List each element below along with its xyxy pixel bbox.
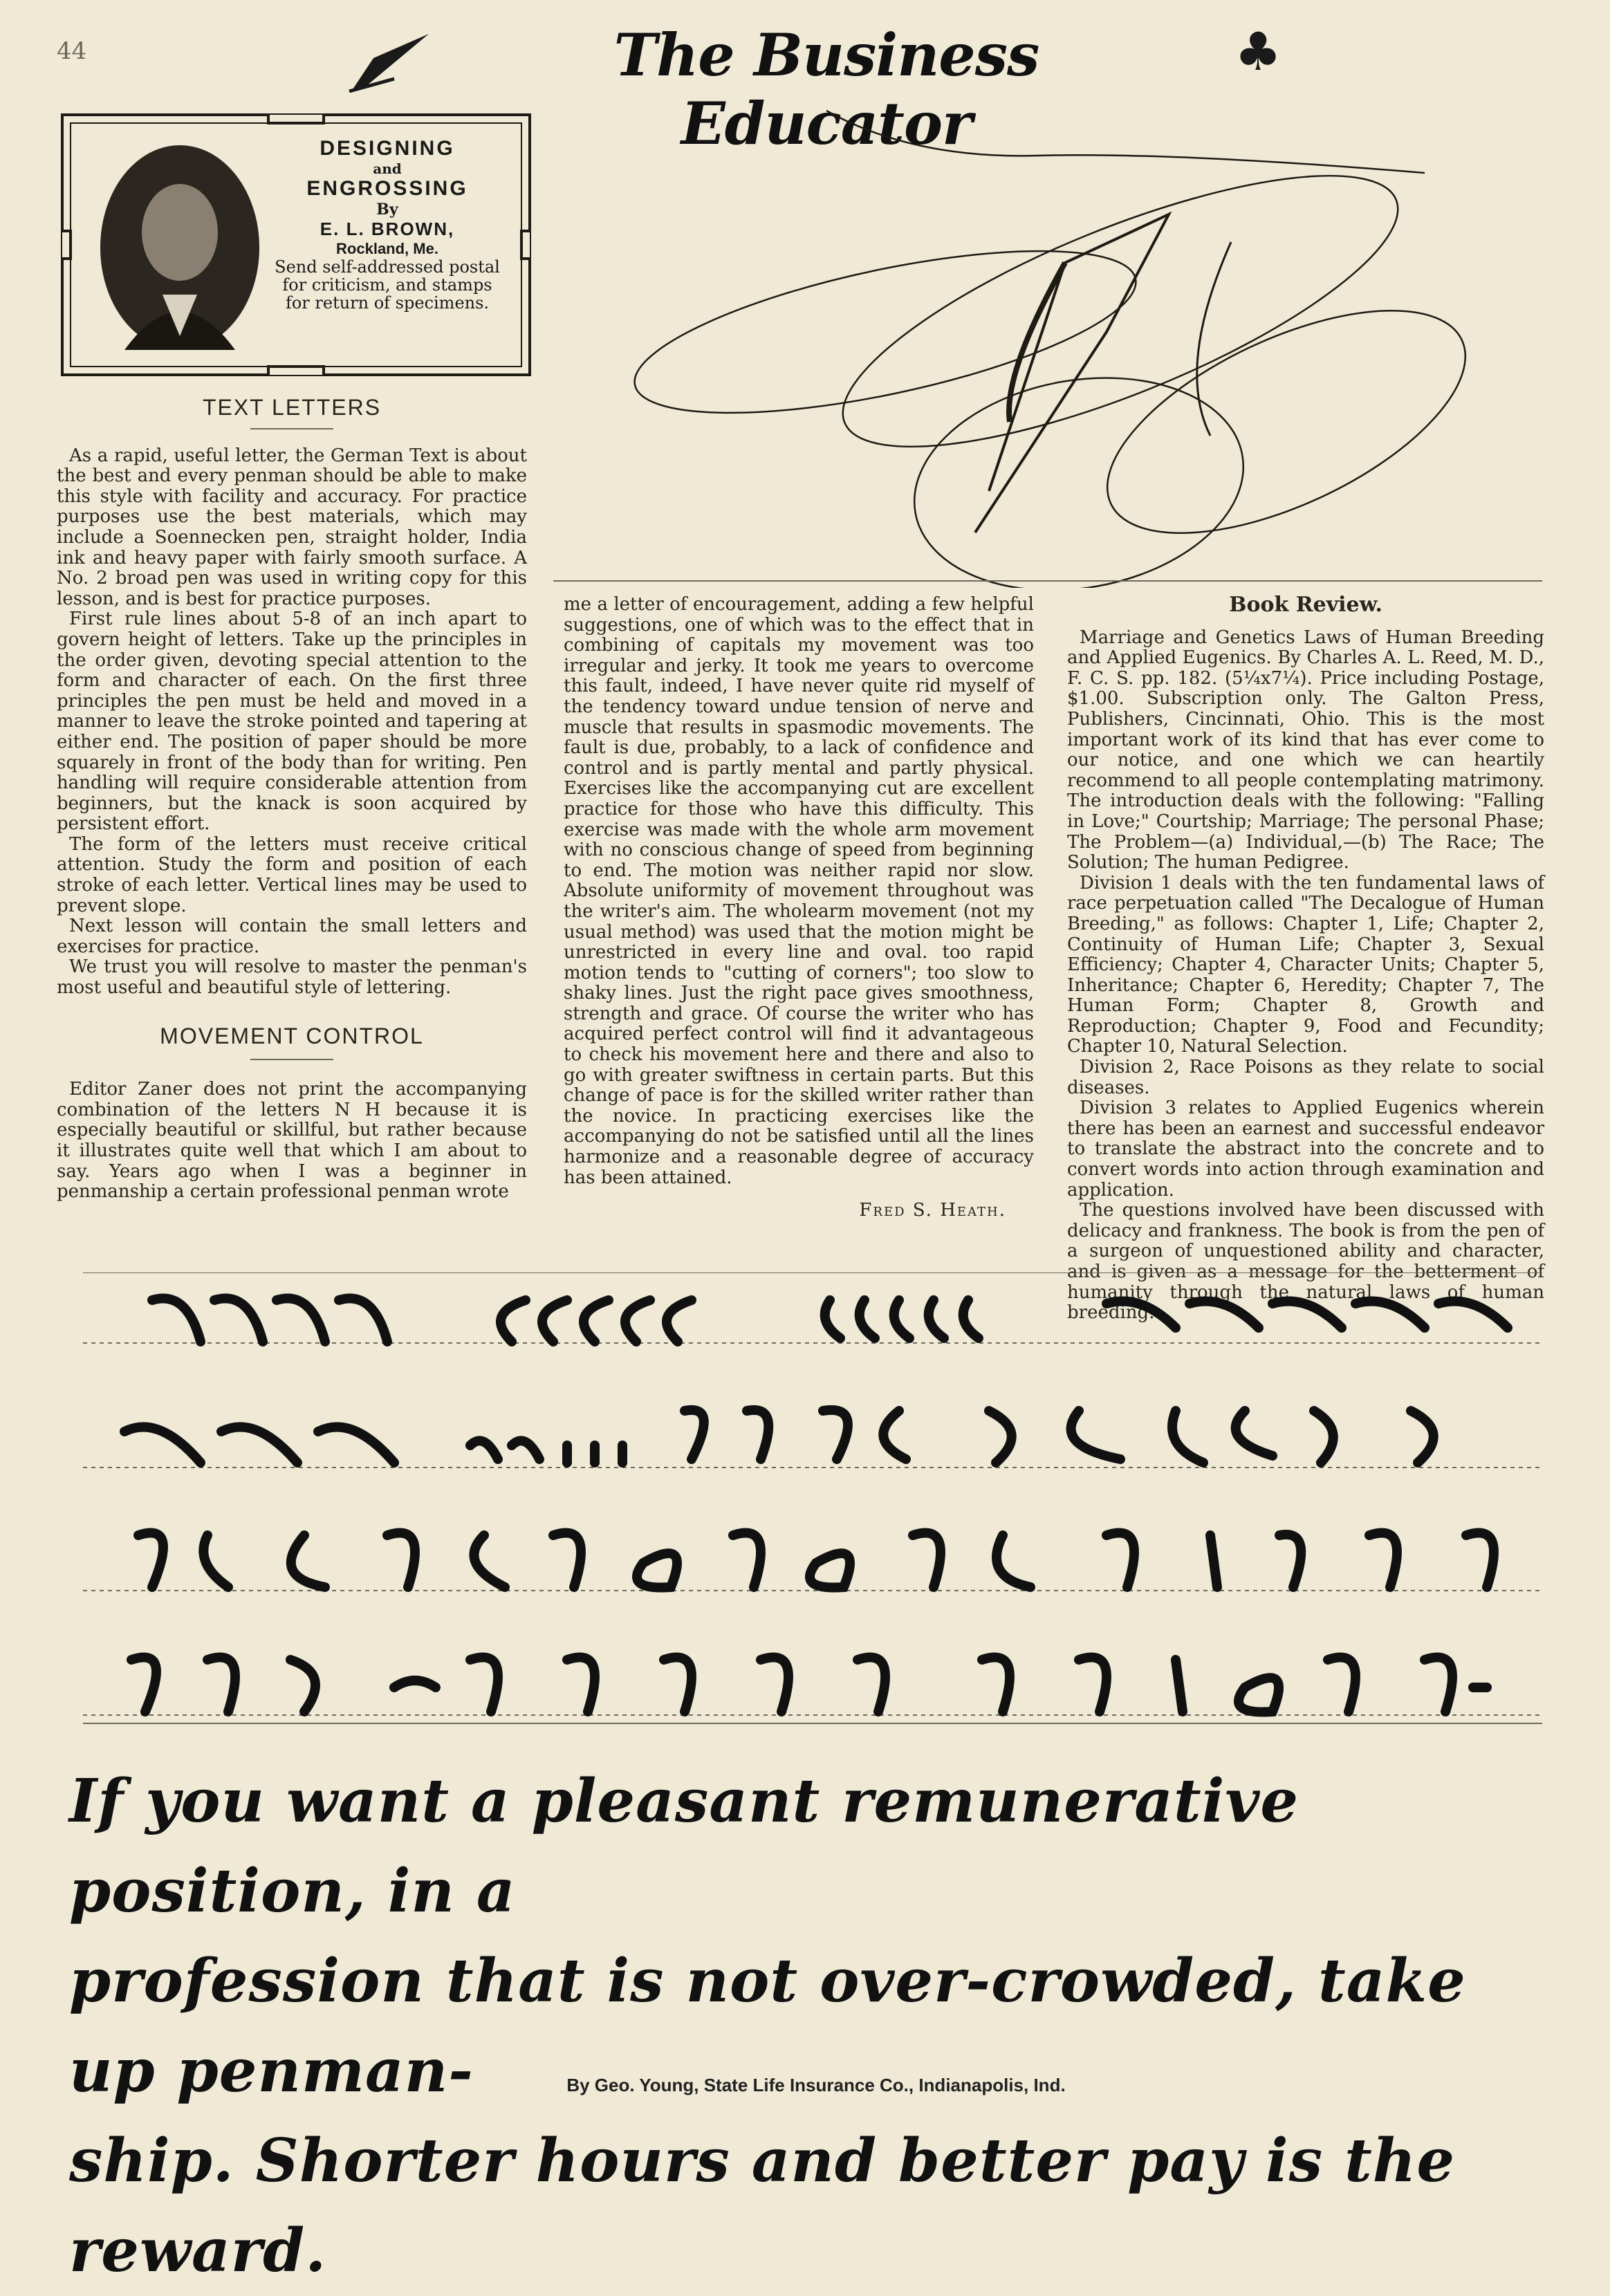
text-letters-heading: TEXT LETTERS [202, 395, 382, 420]
book-review-paragraph: Division 3 relates to Applied Eugenics wherein there has been an earnest and successful endeavor to translate the abstract into the concrete and to convert words into action through examination and application. [1067, 1098, 1544, 1201]
feature-box-text [270, 137, 505, 312]
page-number: 44 [57, 37, 87, 65]
text-letters-paragraph: First rule lines about 5-8 of an inch apart to govern height of letters. Take up the principles in the order given, devoting special attention to the form and character of each. On the first three principles the pen must be held and moved in a manner to leave the stroke pointed and tapering at either end. The position of paper should be more squarely in front of the body than for writing. Pen handling will require considerable attention from beginners, but the knack is soon acquired by persistent effort. [57, 609, 527, 835]
movement-exercise-illustration [553, 104, 1556, 588]
feature-author: E. L. BROWN, [320, 219, 455, 239]
article-signature: Fred S. Heath. [859, 1200, 1006, 1221]
book-review-paragraph: The questions involved have been discussed with delicacy and frankness. The book is from the pen of a surgeon of unquestioned ability and character, and is given as a message for the betterment of humanity through the natural laws of human breeding. [1067, 1200, 1544, 1324]
heading-rule [250, 1059, 333, 1060]
text-letters-paragraph: The form of the letters must receive critical attention. Study the form and position of each stroke of each letter. Vertical lines may be used to prevent slope. [57, 833, 527, 916]
feature-by: By [376, 201, 398, 219]
middle-column [564, 595, 1034, 1221]
feature-note: Send self-addressed postal for criticism, and stamps for return of specimens. [275, 257, 500, 313]
book-review-paragraph: Division 1 deals with the ten fundamental laws of race perpetuation called "The Decalogue of Human Breeding," as follows: Chapter 1, Life; Chapter 2, Continuity of Human Life; Chapter 3, Sexual Efficiency; Chapter 4, Character Units; Chapter 5, Inheritance; Chapter 6, Heredity; Chapter 7, The Human Form; Chapter 8, Growth and Reproduction; Chapter 9, Food and Fecundity; Chapter 10, Natural Selection. [1067, 872, 1544, 1057]
book-review-paragraph: Marriage and Genetics Laws of Human Breeding and Applied Eugenics. By Charles A. L. Reed, M. D., F. C. S. pp. 182. (5¼x7¼). Price including Postage, $1.00. Subscription only. The Galton Press, Publishers, Cincinnati, Ohio. This is the most important work of its kind that has ever come to our notice, and one which we can heartily recommend to all people contemplating matrimony. The introduction deals with the following: "Falling in Love;" Courtship; Marriage; The personal Phase; The Problem—(a) Individual,—(b) The Race; The Solution; The human Pedigree. [1067, 627, 1544, 873]
motto-credit: By Geo. Young, State Life Insurance Co., Indianapolis, Ind. [566, 2075, 1066, 2095]
text-letters-paragraph: Next lesson will contain the small letters and exercises for practice. [57, 916, 527, 957]
feature-location: Rockland, Me. [336, 240, 438, 257]
movement-control-paragraph-mid: me a letter of encouragement, adding a few helpful suggestions, one of which was to the effect that in combining of capitals my movement was too irregular and jerky. It took me years to overcome this fault, indeed, I have never quite rid myself of the tendency toward undue tension of nerve and muscle that results in spasmodic movements. The fault is due, probably, to a lack of confidence and control and is partly mental and partly physical. Exercises like the accompanying cut are excellent practice for those who have this difficulty. This exercise was made with the whole arm movement with no conscious change of speed from beginning to end. The motion was neither rapid nor slow. Absolute uniformity of movement throughout was the writer's aim. The wholearm movement (not my usual method) was used that the motion might be unrestricted in every line and oval. too rapid motion tends to "cutting of corners"; too slow to shaky lines. Just the right pace gives smoothness, strength and grace. Of course the writer who has acquired perfect control will find it advantageous to check his movement here and there and also to go with greater swiftness in certain parts. But this change of pace is for the skilled writer rather than the novice. In practicing exercises like the accompanying do not be satisfied until all the lines harmonize and a reasonable degree of accuracy has been attained. [564, 594, 1034, 1188]
motto-line: If you want a pleasant remunerative position, in a [69, 1766, 1299, 1926]
book-review-heading: Book Review. [1229, 593, 1382, 617]
motto-line: ship. Shorter hours and better pay is the reward. [69, 2126, 1456, 2286]
text-letters-paragraph: We trust you will resolve to master the penman's most useful and beautiful style of lettering. [57, 956, 527, 999]
movement-control-heading: MOVEMENT CONTROL [160, 1023, 424, 1048]
heading-rule [250, 428, 333, 429]
movement-control-paragraph-left: Editor Zaner does not print the accompanying combination of the letters N H because it is especially beautiful or skillful, but rather because it illustrates quite well that which I am about to say. Years ago when I was a beginner in penmanship a certain professional penman wrote [57, 1079, 527, 1203]
penmanship-motto [69, 1757, 1556, 2296]
left-column [57, 395, 527, 1203]
author-portrait [97, 142, 263, 353]
book-review-paragraph: Division 2, Race Poisons as they relate to social diseases. [1067, 1057, 1544, 1098]
feature-title-1: DESIGNING [320, 137, 455, 160]
german-text-alphabet-plate [0, 1272, 1610, 1729]
motto-line: profession that is not over-crowded, take up penman- [69, 1946, 1466, 2106]
quill-icon [346, 30, 436, 93]
clover-ornament-icon: ♣ [1234, 21, 1282, 82]
right-column [1067, 595, 1544, 1324]
text-letters-paragraph: As a rapid, useful letter, the German Text is about the best and every penman should be able to make this style with facility and accuracy. For practice purposes use the best materials, which may include a Soennecken pen, straight holder, India ink and heavy paper with fairly smooth surface. A No. 2 broad pen was used in writing copy for this lesson, and is best for practice purposes. [57, 445, 527, 609]
feature-title-2: ENGROSSING [306, 177, 468, 200]
feature-title-and: and [373, 160, 402, 177]
masthead-title: The Business Educator [613, 21, 1039, 158]
